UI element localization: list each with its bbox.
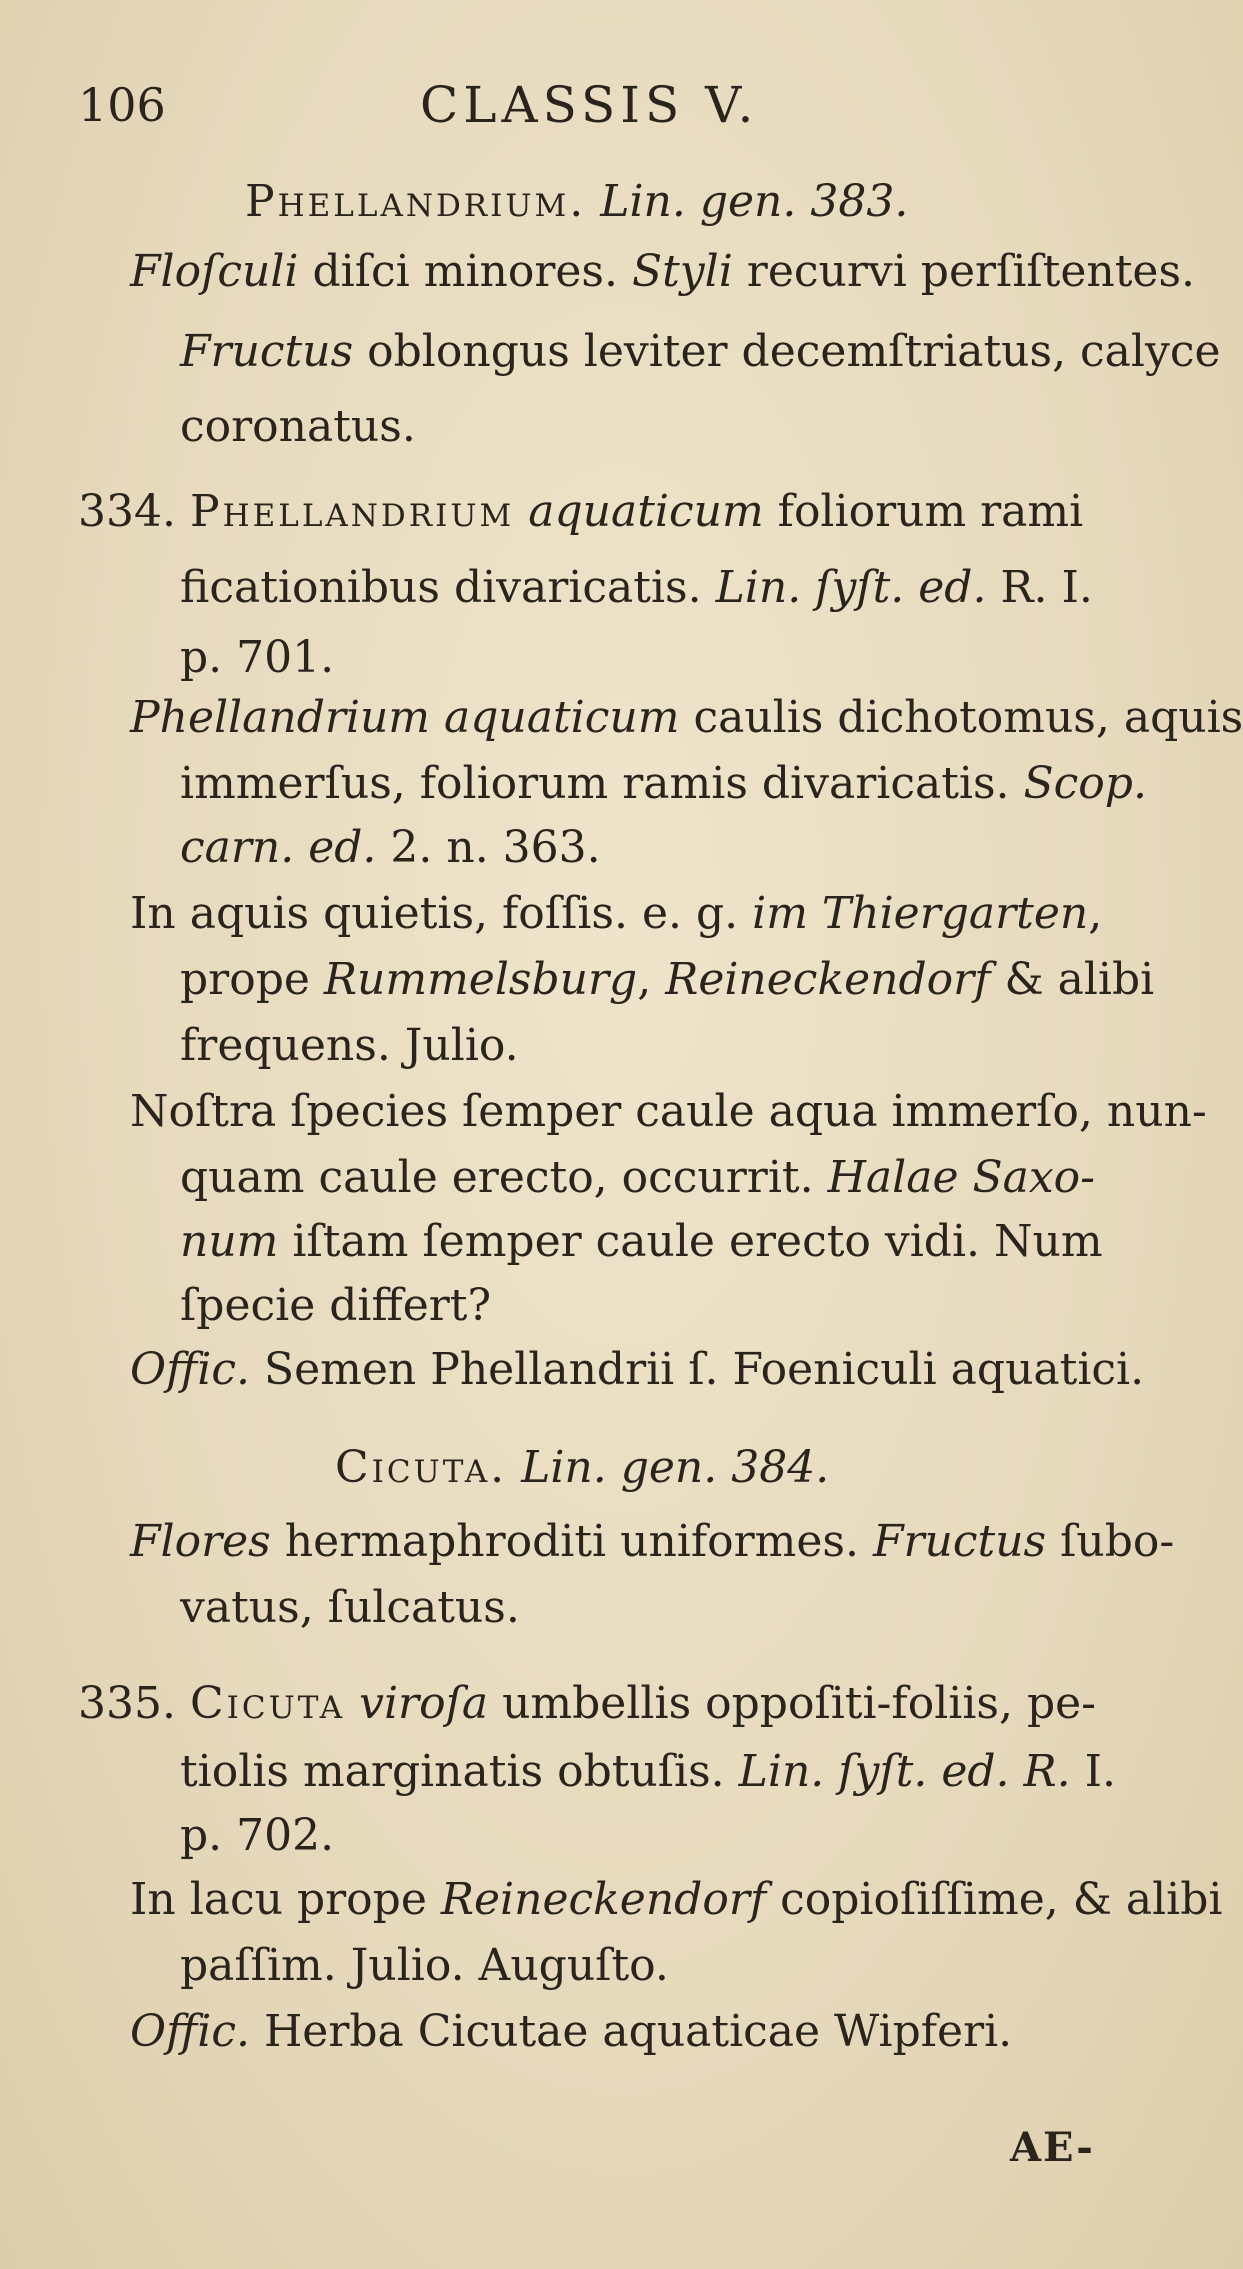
genus-description-line: Fructus oblongus leviter decemſtriatus, calyce (180, 326, 1221, 377)
genus-name: Phellandrium. (245, 176, 587, 227)
genus-heading-phellandrium (245, 176, 909, 227)
genus-description-line: coronatus. (180, 401, 416, 452)
species-text-line: p. 701. (180, 632, 335, 683)
habitat-line: In lacu prope Reineckendorf copioſiſſime, & alibi (130, 1874, 1223, 1925)
catchword: AE- (1010, 2124, 1095, 2171)
habitat-line: frequens. Julio. (180, 1020, 519, 1071)
synonym-line: Phellandrium aquaticum caulis dichotomus, aquis (130, 692, 1243, 743)
officinal-line: Offic. Semen Phellandrii ſ. Foeniculi aquatici. (130, 1344, 1145, 1395)
genus-description-line: vatus, ſulcatus. (180, 1582, 520, 1633)
species-entry-334: 334. Phellandrium aquaticum foliorum rami (78, 486, 1084, 537)
genus-reference: Lin. gen. 384. (521, 1442, 830, 1493)
page-number: 106 (78, 78, 166, 132)
officinal-line: Offic. Herba Cicutae aquaticae Wipferi. (130, 2006, 1013, 2057)
synonym-line: immerſus, foliorum ramis divaricatis. Scop. (180, 758, 1147, 809)
species-number: 334. (78, 486, 176, 537)
habitat-line: prope Rummelsburg, Reineckendorf & alibi (180, 954, 1155, 1005)
note-line: num iſtam ſemper caule erecto vidi. Num (180, 1216, 1103, 1267)
species-text-line: tiolis marginatis obtuſis. Lin. ſyſt. ed. R. I. (180, 1746, 1117, 1797)
habitat-line: In aquis quietis, foſſis. e. g. im Thiergarten, (130, 888, 1103, 939)
note-line: quam caule erecto, occurrit. Halae Saxo- (180, 1152, 1096, 1203)
genus-description-line: Floſculi diſci minores. Styli recurvi perſiſtentes. (130, 246, 1196, 297)
genus-reference: Lin. gen. 383. (600, 176, 909, 227)
species-entry-335: 335. Cicuta viroſa umbellis oppoſiti-foliis, pe- (78, 1678, 1097, 1729)
species-text-line: p. 702. (180, 1810, 335, 1861)
synonym-line: carn. ed. 2. n. 363. (180, 822, 601, 873)
running-title: CLASSIS V. (420, 76, 759, 134)
note-line: Noſtra ſpecies ſemper caule aqua immerſo, nun- (130, 1086, 1207, 1137)
genus-heading-cicuta (335, 1442, 830, 1493)
genus-description-line: Flores hermaphroditi uniformes. Fructus ſubo- (130, 1516, 1175, 1567)
genus-name: Cicuta. (335, 1442, 508, 1493)
habitat-line: paſſim. Julio. Auguſto. (180, 1940, 669, 1991)
species-text-line: ficationibus divaricatis. Lin. ſyſt. ed. R. I. (180, 562, 1093, 613)
species-number: 335. (78, 1678, 176, 1729)
note-line: ſpecie differt? (180, 1280, 492, 1331)
